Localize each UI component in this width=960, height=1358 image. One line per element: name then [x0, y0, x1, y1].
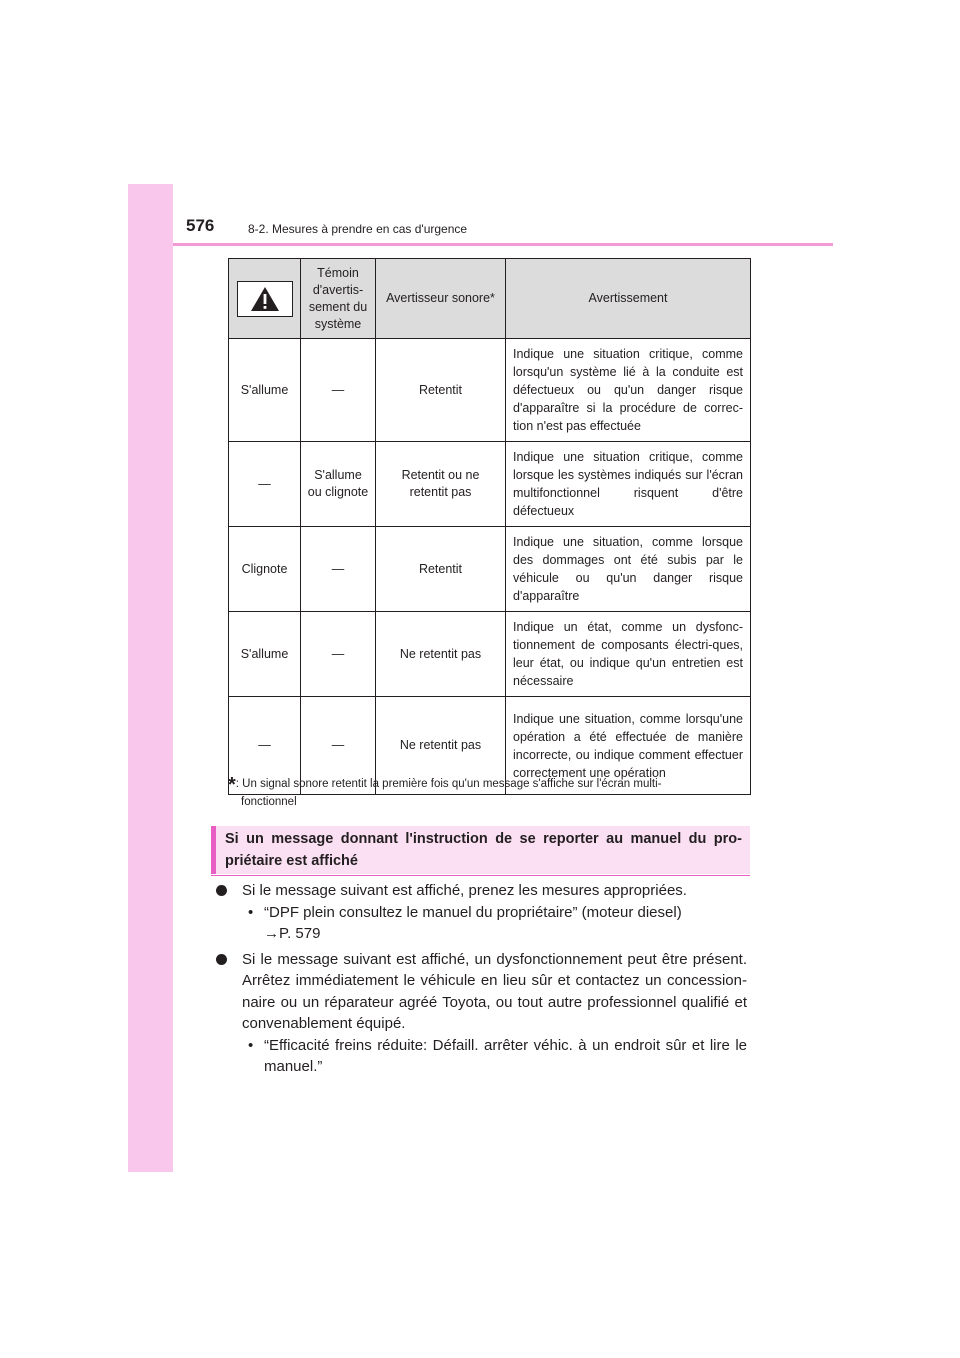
- table-cell: —: [301, 697, 376, 795]
- table-cell-description: Indique une situation, comme lorsque des dommages ont été subis par le véhicule ou qu'un danger risque d'apparaître: [506, 527, 751, 612]
- page-number: 576: [186, 216, 215, 235]
- table-cell: Retentit ou ne retentit pas: [376, 442, 506, 527]
- bullet-item: [216, 880, 747, 902]
- section-title: 8-2. Mesures à prendre en cas d'urgence: [248, 222, 468, 236]
- table-cell: Clignote: [229, 527, 301, 612]
- table-header-row: [229, 259, 751, 339]
- table-cell-description: Indique une situation critique, comme lorsqu'un système lié à la conduite est défectueux ou qu'un danger risque d'apparaître si la procédure de correc-tion n'est pas effectuée: [506, 339, 751, 442]
- table-cell: —: [229, 697, 301, 795]
- table-cell-description: Indique un état, comme un dysfonc-tionnement de composants électri-ques, leur état, ou indique qu'un entretien est nécessaire: [506, 612, 751, 697]
- sub-item-text: “DPF plein consultez le manuel du propriétaire” (moteur diesel): [264, 903, 682, 921]
- sub-bullet-mark: •: [248, 1036, 254, 1054]
- footnote-text-continued: fonctionnel: [241, 796, 297, 808]
- table-cell: Ne retentit pas: [376, 612, 506, 697]
- footnote-text: : Un signal sonore retentit la première fois qu'un message s'affiche sur l'écran multi-: [235, 778, 662, 790]
- bullet-text: Si le message suivant est affiché, un dysfonctionnement peut être présent. Arrêtez immédiatement le véhicule en lieu sûr et contactez un concession-naire ou un réparateur agréé Toyota, ou tout autre professionnel qualifié et convenablement équipé.: [242, 950, 747, 1032]
- body-content: [216, 880, 747, 1078]
- header-warning: Avertissement: [506, 259, 751, 339]
- table-cell: —: [301, 612, 376, 697]
- table-cell: Retentit: [376, 339, 506, 442]
- table-cell: —: [301, 339, 376, 442]
- table-row: [229, 442, 751, 527]
- callout-underline: [211, 875, 750, 876]
- footnote-line: [228, 776, 748, 794]
- icon-header-cell: [229, 259, 301, 339]
- warning-triangle-icon: [237, 281, 293, 317]
- table-row: [229, 527, 751, 612]
- table-cell: —: [229, 442, 301, 527]
- table-cell: Ne retentit pas: [376, 697, 506, 795]
- warning-table: [228, 258, 751, 795]
- header-rule: [173, 243, 833, 246]
- bullet-dot-icon: [216, 885, 227, 896]
- table-cell-description: Indique une situation, comme lorsqu'une opération a été effectuée de manière incorrecte, ou indique comment effectuer correctement une opération: [506, 697, 751, 795]
- table-cell: S'allume: [229, 339, 301, 442]
- bullet-item: [216, 949, 747, 1035]
- table-cell: S'allume ou clignote: [301, 442, 376, 527]
- table-cell: —: [301, 527, 376, 612]
- table-cell: Retentit: [376, 527, 506, 612]
- sub-item: [216, 1035, 747, 1078]
- header-buzzer: Avertisseur sonore*: [376, 259, 506, 339]
- table-row: [229, 339, 751, 442]
- sub-bullet-mark: •: [248, 903, 254, 921]
- sub-item: [216, 902, 747, 924]
- table-cell: S'allume: [229, 612, 301, 697]
- footnote-mark: *: [228, 774, 236, 796]
- table-row: [229, 612, 751, 697]
- footnote: [228, 776, 748, 811]
- sub-item-text: “Efficacité freins réduite: Défaill. arrêter véhic. à un endroit sûr et lire le manuel.”: [264, 1036, 747, 1075]
- header-warning-light: Témoin d'avertis-sement du système: [301, 259, 376, 339]
- side-color-band: [128, 184, 173, 1172]
- bullet-text: Si le message suivant est affiché, prenez les mesures appropriées.: [242, 882, 687, 899]
- callout-box: [211, 826, 750, 874]
- page-reference: →P. 579: [264, 925, 321, 942]
- table-cell-description: Indique une situation critique, comme lorsque les systèmes indiqués sur l'écran multifonctionnel risquent d'être défectueux: [506, 442, 751, 527]
- callout-accent-bar: [211, 826, 216, 874]
- callout-title: Si un message donnant l'instruction de se reporter au manuel du pro-priétaire est affiché: [225, 831, 742, 869]
- bullet-dot-icon: [216, 954, 227, 965]
